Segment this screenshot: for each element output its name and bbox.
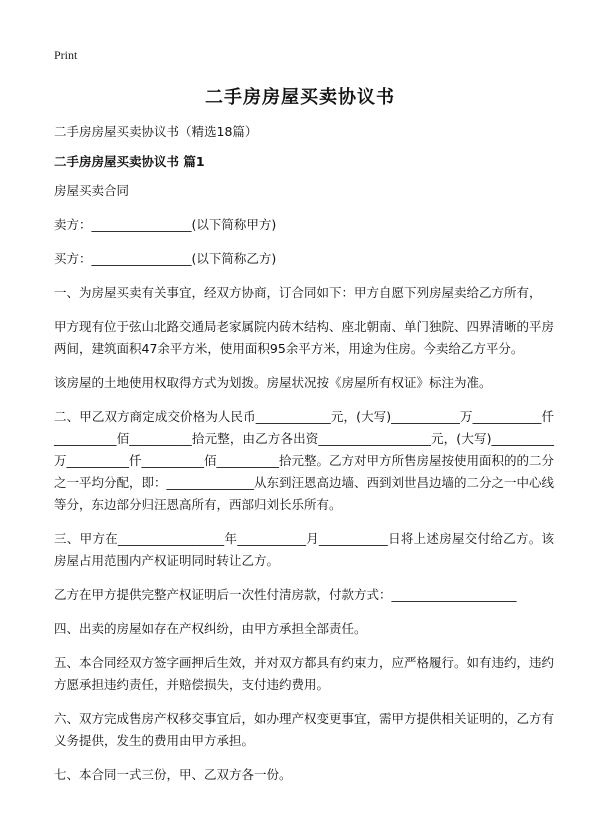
clause-7-copies: 七、本合同一式三份，甲、乙双方各一份。	[54, 767, 292, 782]
clause-2-price: 二、甲乙双方商定成交价格为人民币____________元，(大写)___________万___________仟__________佰__________拾元整，由乙方各出资__________________元，(大写)__________万__________仟__________佰__________拾元整。乙方对甲方所售房屋按使用面积的的二分之一平均分配，即：______________从东到汪恩高边墙、西到刘世昌边墙的二分之一中心线等分，东边部分归汪恩高所有，西部归刘长乐所有。	[54, 409, 555, 512]
contract-name: 房屋买卖合同	[54, 183, 130, 198]
clause-6-transfer: 六、双方完成售房产权移交事宜后，如办理产权变更事宜，需甲方提供相关证明的，乙方有义务提供，发生的费用由甲方承担。	[54, 711, 555, 748]
clause-1: 一、为房屋买卖有关事宜，经双方协商，订合同如下：甲方自愿下列房屋卖给乙方所有，	[54, 285, 542, 300]
clause-3-delivery: 三、甲方在_________________年___________月___________日将上述房屋交付给乙方。该房屋占用范围内产权证明同时转让乙方。	[54, 531, 554, 568]
clause-5-effect: 五、本合同经双方签字画押后生效，并对双方都具有约束力，应严格履行。如有违约，违约方愿承担违约责任，并赔偿损失，支付违约费用。	[54, 655, 555, 692]
clause-4-dispute: 四、出卖的房屋如存在产权纠纷，由甲方承担全部责任。	[54, 621, 367, 636]
land-use-right: 该房屋的土地使用权取得方式为划拨。房屋状况按《房屋所有权证》标注为准。	[54, 375, 492, 390]
payment-method: 乙方在甲方提供完整产权证明后一次性付清房款，付款方式：____________________	[54, 587, 517, 602]
buyer-line: 买方：________________(以下简称乙方)	[54, 251, 277, 266]
document-subtitle: 二手房房屋买卖协议书（精选18篇）	[54, 124, 258, 139]
property-description: 甲方现有位于弦山北路交通局老家属院内砖木结构、座北朝南、单门独院、四界清晰的平房两间，建筑面积47余平方米，使用面积95余平方米，用途为住房。今卖给乙方平分。	[54, 319, 555, 356]
document-body	[54, 180, 554, 798]
seller-line: 卖方：________________(以下简称甲方)	[54, 217, 277, 232]
section-heading: 二手房房屋买卖协议书 篇1	[54, 154, 205, 169]
print-link[interactable]: Print	[54, 48, 78, 62]
page-title: 二手房房屋买卖协议书	[205, 87, 395, 108]
